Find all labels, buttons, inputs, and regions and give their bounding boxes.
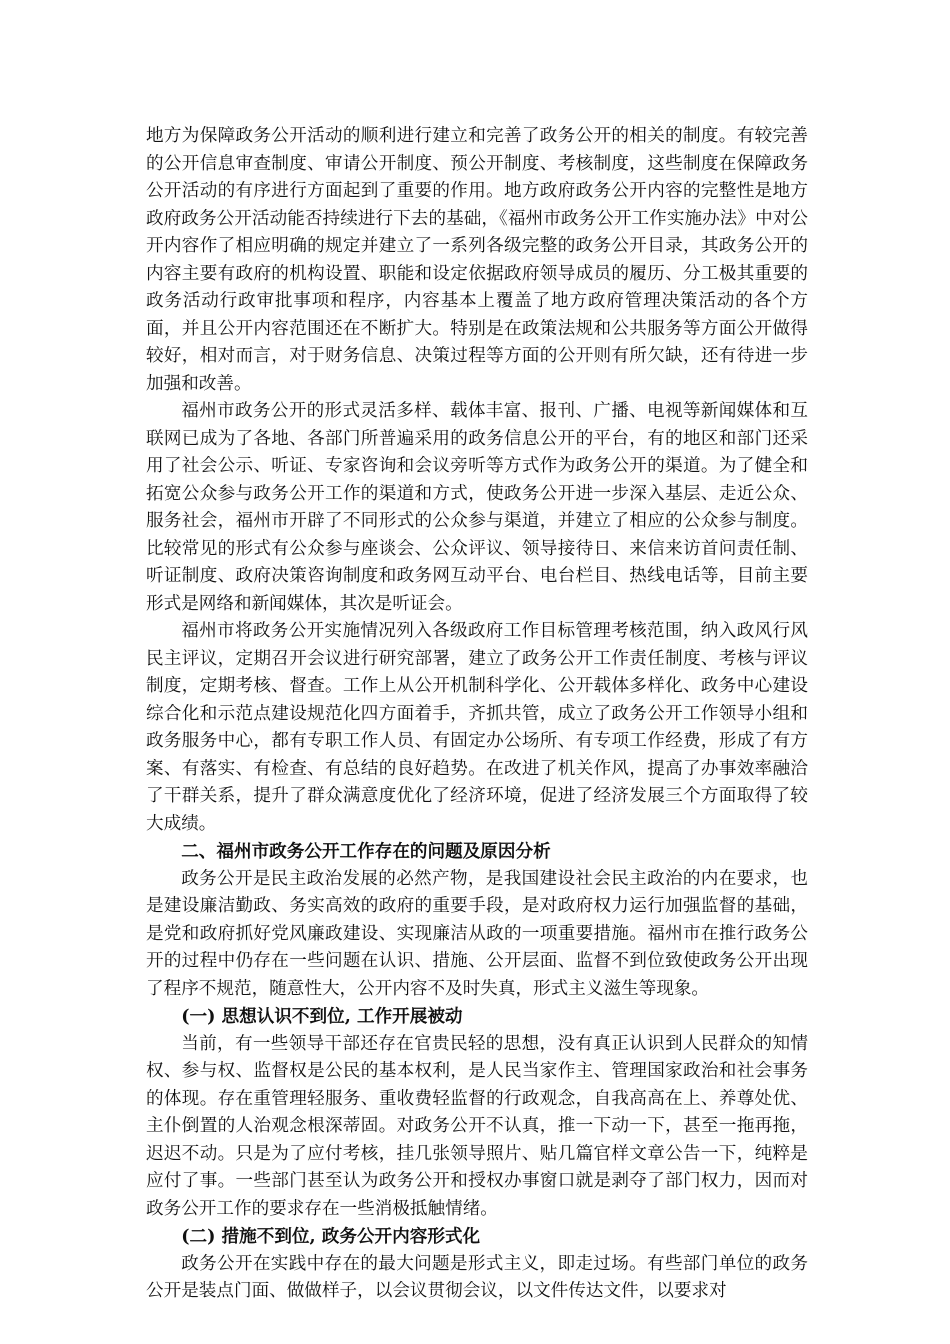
section-paragraph: 政务公开是民主政治发展的必然产物，是我国建设社会民主政治的内在要求，也是建设廉洁勤政、务实高效的政府的重要手段，是对政府权力运行加强监督的基础，是党和政府抓好党风廉政建设、实现廉洁从政的一项重要措施。福州市在推行政务公开的过程中仍存在一些问题在认识、措施、公开层面、监督不到位致使政务公开出现了程序不规范，随意性大，公开内容不及时失真，形式主义滋生等现象。 [146, 868, 808, 999]
body-paragraph-2: 福州市政务公开的形式灵活多样、载体丰富、报刊、广播、电视等新闻媒体和互联网已成为了各地、各部门所普遍采用的政务信息公开的平台，有的地区和部门还采用了社会公示、听证、专家咨询和会议旁听等方式作为政务公开的渠道。为了健全和拓宽公众参与政务公开工作的渠道和方式，使政务公开进一步深入基层、走近公众、服务社会，福州市开辟了不同形式的公众参与渠道，并建立了相应的公众参与制度。比较常见的形式有公众参与座谈会、公众评议、领导接待日、来信来访首问责任制、听证制度、政府决策咨询制度和政务网互动平台、电台栏目、热线电话等，目前主要形式是网络和新闻媒体，其次是听证会。 [146, 401, 808, 614]
section-heading: 二、福州市政务公开工作存在的问题及原因分析 [181, 841, 551, 862]
subsection-heading-1: (一) 思想认识不到位, 工作开展被动 [181, 1006, 463, 1027]
subsection-paragraph-2: 政务公开在实践中存在的最大问题是形式主义，即走过场。有些部门单位的政务公开是装点门面、做做样子，以会议贯彻会议，以文件传达文件，以要求对 [146, 1253, 808, 1301]
subsection-paragraph-1: 当前，有一些领导干部还存在官贵民轻的思想，没有真正认识到人民群众的知情权、参与权、监督权是公民的基本权利，是人民当家作主、管理国家政治和社会事务的体现。存在重管理轻服务、重收费轻监督的行政观念，自我高高在上、养尊处优、主仆倒置的人治观念根深蒂固。对政务公开不认真，推一下动一下，甚至一拖再拖，迟迟不动。只是为了应付考核，挂几张领导照片、贴几篇官样文章公告一下，纯粹是应付了事。一些部门甚至认为政务公开和授权办事窗口就是剥夺了部门权力，因而对政务公开工作的要求存在一些消极抵触情绪。 [146, 1033, 808, 1219]
document-page [146, 123, 808, 1306]
body-paragraph-3: 福州市将政务公开实施情况列入各级政府工作目标管理考核范围，纳入政风行风民主评议，定期召开会议进行研究部署，建立了政务公开工作责任制度、考核与评议制度，定期考核、督查。工作上从公开机制科学化、公开载体多样化、政务中心建设综合化和示范点建设规范化四方面着手，齐抓共管，成立了政务公开工作领导小组和政务服务中心，都有专职工作人员、有固定办公场所、有专项工作经费，形成了有方案、有落实、有检查、有总结的良好趋势。在改进了机关作风，提高了办事效率融洽了干群关系，提升了群众满意度优化了经济环境，促进了经济发展三个方面取得了较大成绩。 [146, 621, 808, 834]
subsection-heading-2: (二) 措施不到位, 政务公开内容形式化 [181, 1226, 481, 1247]
body-paragraph-1: 地方为保障政务公开活动的顺利进行建立和完善了政务公开的相关的制度。有较完善的公开信息审查制度、审请公开制度、预公开制度、考核制度，这些制度在保障政务公开活动的有序进行方面起到了重要的作用。地方政府政务公开内容的完整性是地方政府政务公开活动能否持续进行下去的基础，《福州市政务公开工作实施办法》中对公开内容作了相应明确的规定并建立了一系列各级完整的政务公开目录，其政务公开的内容主要有政府的机构设置、职能和设定依据政府领导成员的履历、分工极其重要的政务活动行政审批事项和程序，内容基本上覆盖了地方政府管理决策活动的各个方面，并且公开内容范围还在不断扩大。特别是在政策法规和公共服务等方面公开做得较好，相对而言，对于财务信息、决策过程等方面的公开则有所欠缺，还有待进一步加强和改善。 [146, 126, 808, 394]
